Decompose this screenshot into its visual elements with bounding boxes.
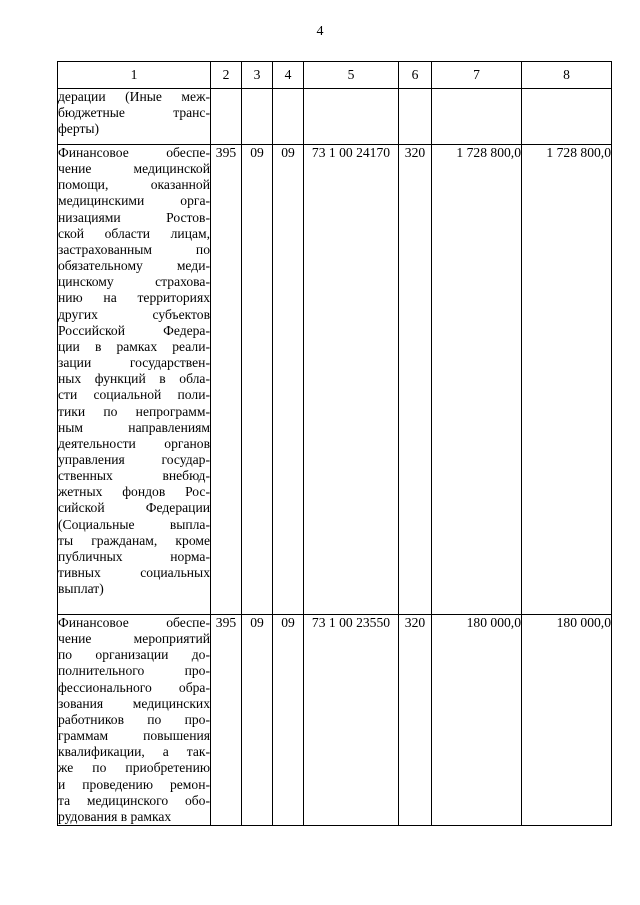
description-line: Финансовое обеспе-: [58, 615, 210, 630]
page-number: 4: [316, 24, 324, 39]
ministry-code: [211, 89, 242, 145]
description-line: Финансовое обеспе-: [58, 145, 210, 160]
amount-adjusted: [522, 89, 612, 145]
description-line: квалификации, а так-: [58, 744, 210, 760]
description-line: чение мероприятий: [58, 631, 210, 647]
column-header: 5: [304, 62, 399, 89]
description-line: ферты): [58, 121, 100, 137]
target-article-code: 73 1 00 23550: [304, 615, 399, 826]
description-line: Российской Федера-: [58, 322, 210, 338]
budget-table: [57, 61, 612, 826]
description-line: обязательному меди-: [58, 258, 210, 274]
description-line: ственных внебюд-: [58, 468, 210, 484]
description-line: цинскому страхова-: [58, 274, 210, 290]
subsection-code: [273, 89, 304, 145]
description-line: медицинскими орга-: [58, 193, 210, 209]
description-line: ции в рамках реали-: [58, 338, 210, 354]
description-line: тивных социальных: [58, 565, 210, 581]
description-line: публичных норма-: [58, 548, 210, 564]
table-row: [58, 89, 612, 145]
description-line: других субъектов: [58, 306, 210, 322]
column-header: 8: [522, 62, 612, 89]
column-header: 3: [242, 62, 273, 89]
amount-plan: 180 000,0: [432, 615, 522, 826]
item-description: [58, 145, 211, 615]
section-code: [242, 89, 273, 145]
description-line: рудования в рамках: [58, 808, 172, 824]
expense-type-code: 320: [399, 615, 432, 826]
description-line: бюджетные транс-: [58, 105, 210, 121]
description-line: сти социальной поли-: [58, 387, 210, 403]
description-line: же по приобретению: [58, 760, 210, 776]
description-line: застрахованным по: [58, 241, 210, 257]
target-article-code: [304, 89, 399, 145]
column-header: 4: [273, 62, 304, 89]
item-description: [58, 615, 211, 826]
description-line: ным направлениям: [58, 419, 210, 435]
description-line: жетных фондов Рос-: [58, 484, 210, 500]
description-line: фессионального обра-: [58, 679, 210, 695]
description-line: деятельности органов: [58, 435, 210, 451]
ministry-code: 395: [211, 145, 242, 615]
description-line: и проведению ремон-: [58, 776, 210, 792]
column-header: 7: [432, 62, 522, 89]
column-header: 1: [58, 62, 211, 89]
description-line: (Социальные выпла-: [58, 516, 210, 532]
amount-adjusted: 180 000,0: [522, 615, 612, 826]
item-description: [58, 89, 211, 145]
amount-plan: [432, 89, 522, 145]
description-line: зования медицинских: [58, 695, 210, 711]
description-line: чение медицинской: [58, 161, 210, 177]
subsection-code: 09: [273, 145, 304, 615]
description-line: нию на территориях: [58, 290, 210, 306]
target-article-code: 73 1 00 24170: [304, 145, 399, 615]
expense-type-code: [399, 89, 432, 145]
amount-plan: 1 728 800,0: [432, 145, 522, 615]
description-line: выплат): [58, 581, 104, 597]
description-line: полнительного про-: [58, 663, 210, 679]
section-code: 09: [242, 145, 273, 615]
table-row: [58, 615, 612, 826]
description-line: дерации (Иные меж-: [58, 89, 210, 104]
description-line: ных функций в обла-: [58, 371, 210, 387]
description-line: работников по про-: [58, 711, 210, 727]
ministry-code: 395: [211, 615, 242, 826]
description-line: помощи, оказанной: [58, 177, 210, 193]
description-line: ской области лицам,: [58, 225, 210, 241]
description-line: сийской Федерации: [58, 500, 210, 516]
table-row: [58, 145, 612, 615]
description-line: тики по непрограмм-: [58, 403, 210, 419]
column-header: 2: [211, 62, 242, 89]
description-line: по организации до-: [58, 647, 210, 663]
description-line: та медицинского обо-: [58, 792, 210, 808]
header-row: [58, 62, 612, 89]
description-line: ты гражданам, кроме: [58, 532, 210, 548]
description-line: зации государствен-: [58, 355, 210, 371]
description-line: управления государ-: [58, 451, 210, 467]
amount-adjusted: 1 728 800,0: [522, 145, 612, 615]
column-header: 6: [399, 62, 432, 89]
description-line: низациями Ростов-: [58, 209, 210, 225]
expense-type-code: 320: [399, 145, 432, 615]
section-code: 09: [242, 615, 273, 826]
description-line: граммам повышения: [58, 728, 210, 744]
subsection-code: 09: [273, 615, 304, 826]
